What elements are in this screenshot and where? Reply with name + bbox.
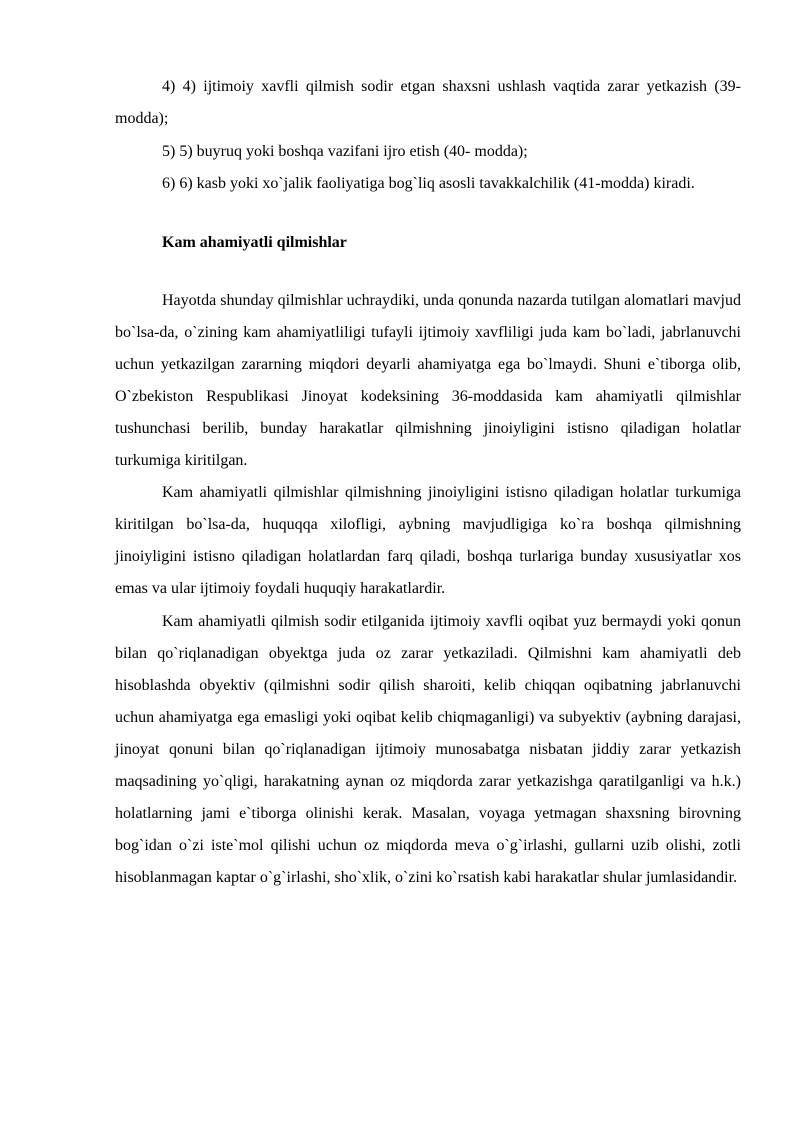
list-item-39: 4) 4) ijtimoiy xavfli qilmish sodir etgan shaxsni ushlash vaqtida zarar yetkazish (39-modda); xyxy=(115,78,741,128)
list-item-41: 6) 6) kasb yoki xo`jalik faoliyatiga bog`liq asosli tavakkalchilik (41-modda) kiradi. xyxy=(162,175,695,193)
paragraph-2: Kam ahamiyatli qilmishlar qilmishning jinoiyligini istisno qiladigan holatlar turkumiga kiritilgan bo`lsa-da, huquqqa xilofligi, aybning mavjudligiga ko`ra boshqa qilmishning jinoiyligini istisno qiladigan holatlardan farq qiladi, boshqa turlariga bunday xususiyatlar xos emas va ular ijtimoiy foydali huquqiy harakatlardir. xyxy=(115,484,741,598)
paragraph-3: Kam ahamiyatli qilmish sodir etilganida ijtimoiy xavfli oqibat yuz bermaydi yoki qonun bilan qo`riqlanadigan obyektga juda oz zarar yetkaziladi. Qilmishni kam ahamiyatli deb hisoblashda obyektiv (qilmishni sodir qilish sharoiti, kelib chiqqan oqibatning jabrlanuvchi uchun ahamiyatga ega emasligi yoki oqibat kelib chiqmaganligi) va subyektiv (aybning darajasi, jinoyat qonuni bilan qo`riqlanadigan ijtimoiy munosabatga nisbatan jiddiy zarar yetkazish maqsadining yo`qligi, harakatning aynan oz miqdorda zarar yetkazishga qaratilganligi va h.k.) holatlarning jami e`tiborga olinishi kerak. Masalan, voyaga yetmagan shaxsning birovning bog`idan o`zi iste`mol qilishi uchun oz miqdorda meva o`g`irlashi, gullarni uzib olishi, zotli hisoblanmagan kaptar o`g`irlashi, sho`xlik, o`zini ko`rsatish kabi harakatlar shular jumlasidandir. xyxy=(115,612,741,887)
paragraph-1: Hayotda shunday qilmishlar uchraydiki, unda qonunda nazarda tutilgan alomatlari mavjud bo`lsa-da, o`zining kam ahamiyatliligi tufayli ijtimoiy xavfliligi juda kam bo`ladi, jabrlanuvchi uchun yetkazilgan zararning miqdori deyarli ahamiyatga ega bo`lmaydi. Shuni e`tiborga olib, O`zbekiston Respublikasi Jinoyat kodeksining 36-moddasida kam ahamiyatli qilmishlar tushunchasi berilib, bunday harakatlar qilmishning jinoiyligini istisno qiladigan holatlar turkumiga kiritilgan. xyxy=(115,291,741,470)
list-item-40: 5) 5) buyruq yoki boshqa vazifani ijro etish (40- modda); xyxy=(162,142,528,160)
document-page xyxy=(115,71,741,894)
section-heading: Kam ahamiyatli qilmishlar xyxy=(162,233,347,251)
